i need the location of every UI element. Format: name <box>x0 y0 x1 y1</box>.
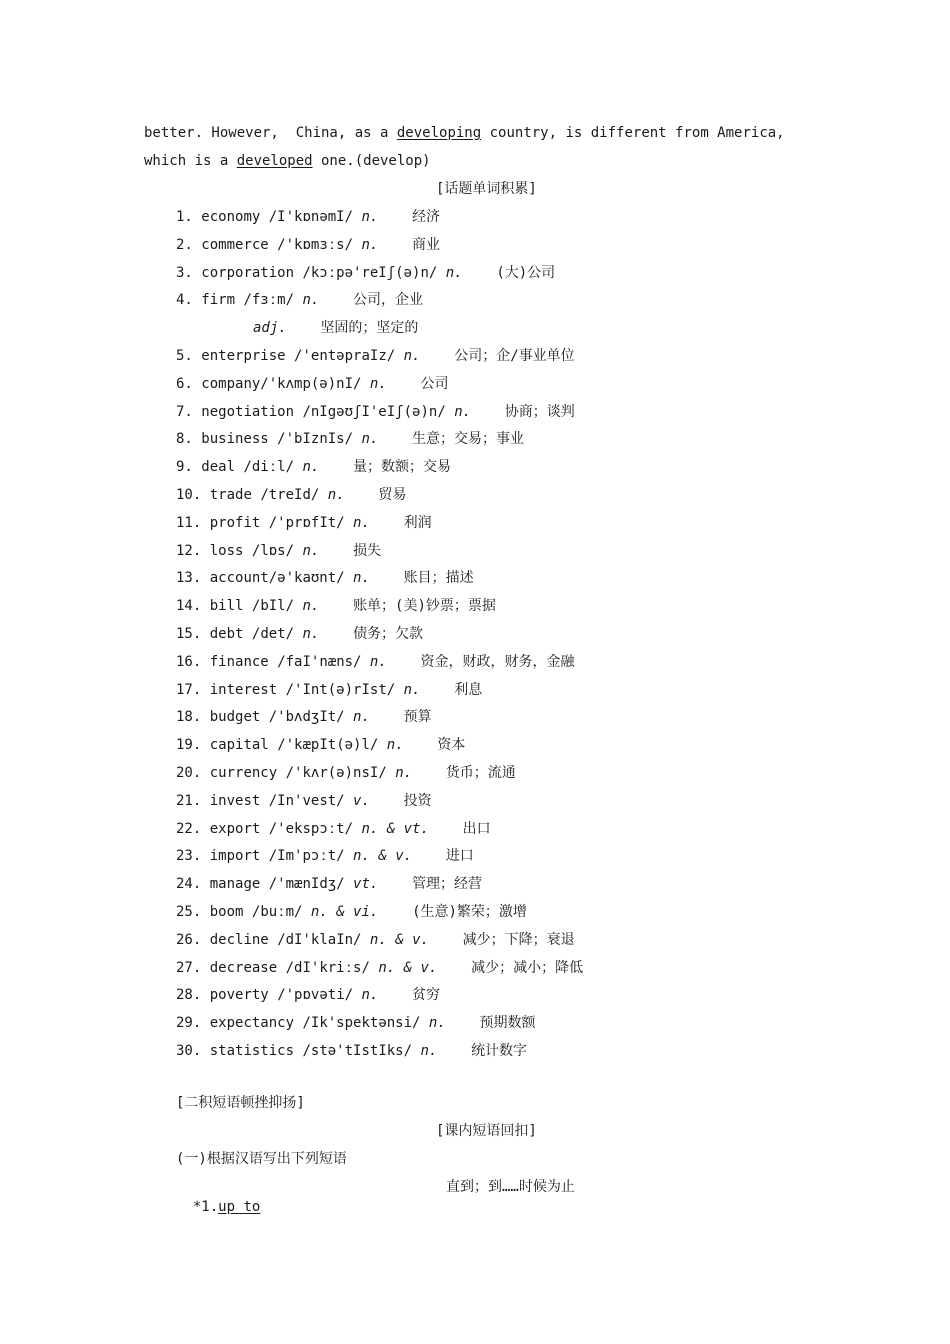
vocab-meaning: (大)公司 <box>496 265 556 281</box>
vocab-word: business <box>201 431 269 447</box>
vocab-number: 14. <box>176 598 202 614</box>
vocab-item <box>176 846 474 866</box>
answer-blank: developed <box>236 153 313 169</box>
vocab-phonetic: /treId/ <box>260 487 320 503</box>
vocab-part-of-speech: n. <box>302 459 320 475</box>
vocab-word: trade <box>209 487 252 503</box>
vocab-phonetic: /Im'pɔːt/ <box>268 848 345 864</box>
vocab-number: 19. <box>176 737 202 753</box>
vocab-meaning: (生意)繁荣；激增 <box>412 904 527 920</box>
vocab-number: 26. <box>176 932 202 948</box>
vocab-phonetic: /'pɒvəti/ <box>277 987 354 1003</box>
vocab-phonetic: /fɜːm/ <box>243 292 295 308</box>
vocab-item <box>176 680 482 700</box>
vocab-phonetic: /'entəpraIz/ <box>294 348 396 364</box>
answer-blank: developing <box>396 125 482 141</box>
vocab-part-of-speech: n. <box>445 265 463 281</box>
vocab-item <box>176 985 440 1005</box>
vocab-item <box>176 290 423 310</box>
vocab-number: 8. <box>176 431 193 447</box>
vocab-meaning: 进口 <box>445 848 474 864</box>
vocab-word: decrease <box>209 960 278 976</box>
vocab-meaning: 预期数额 <box>479 1015 536 1031</box>
vocab-item <box>253 318 418 338</box>
vocab-item <box>176 930 575 950</box>
vocab-phonetic: /kɔːpə'reIʃ(ə)n/ <box>302 265 438 281</box>
vocab-number: 5. <box>176 348 193 364</box>
vocab-word: corporation <box>201 265 295 281</box>
section-subheading-phrases: [课内短语回扣] <box>436 1123 537 1139</box>
intro-text: which is a <box>144 153 237 169</box>
section-heading-vocab: [话题单词积累] <box>436 181 537 197</box>
vocab-number: 22. <box>176 821 202 837</box>
vocab-meaning: 量；数额；交易 <box>353 459 452 475</box>
vocab-word: firm <box>201 292 236 308</box>
vocab-part-of-speech: n. <box>403 682 421 698</box>
intro-text: better. However, China, as a <box>144 125 397 141</box>
vocab-word: manage <box>209 876 261 892</box>
vocab-part-of-speech: n. <box>395 765 413 781</box>
vocab-word: statistics <box>209 1043 295 1059</box>
vocab-item <box>176 791 432 811</box>
vocab-number: 12. <box>176 543 202 559</box>
vocab-part-of-speech: vt. <box>353 876 379 892</box>
vocab-part-of-speech: n. <box>369 654 387 670</box>
vocab-word: debt <box>209 626 244 642</box>
vocab-phonetic: /'bIznIs/ <box>277 431 354 447</box>
vocab-part-of-speech: n. & vi. <box>310 904 379 920</box>
vocab-number: 11. <box>176 515 202 531</box>
vocab-word: enterprise <box>201 348 286 364</box>
vocab-word: economy <box>201 209 261 225</box>
vocab-word: boom <box>209 904 244 920</box>
vocab-part-of-speech: n. <box>302 626 320 642</box>
vocab-meaning: 货币；流通 <box>445 765 516 781</box>
vocab-number: 29. <box>176 1015 202 1031</box>
vocab-item <box>176 402 575 422</box>
vocab-phonetic: /stə'tIstIks/ <box>302 1043 413 1059</box>
vocab-meaning: 减少；下降；衰退 <box>462 932 575 948</box>
vocab-phonetic: /faI'næns/ <box>277 654 362 670</box>
vocab-word: account/ə'kaʊnt/ <box>209 570 345 586</box>
vocab-phonetic: /nIgəʊʃI'eIʃ(ə)n/ <box>302 404 446 420</box>
vocab-meaning: 贫穷 <box>412 987 441 1003</box>
vocab-phonetic: /'mænIdʒ/ <box>268 876 345 892</box>
vocab-meaning: 利息 <box>454 682 483 698</box>
vocab-part-of-speech: n. & vt. <box>361 821 429 837</box>
vocab-number: 15. <box>176 626 202 642</box>
vocab-meaning: 资金，财政，财务，金融 <box>420 654 575 670</box>
vocab-word: export <box>209 821 261 837</box>
vocab-phonetic: /diːl/ <box>243 459 295 475</box>
vocab-meaning: 债务；欠款 <box>353 626 424 642</box>
vocab-part-of-speech: n. & v. <box>353 848 413 864</box>
vocab-number: 25. <box>176 904 202 920</box>
vocab-item <box>176 763 516 783</box>
vocab-number: 4. <box>176 292 193 308</box>
vocab-number: 7. <box>176 404 193 420</box>
vocab-part-of-speech: n. <box>420 1043 438 1059</box>
vocab-item <box>176 819 491 839</box>
vocab-word: capital <box>209 737 269 753</box>
vocab-item <box>176 624 423 644</box>
vocab-meaning: 公司 <box>420 376 449 392</box>
vocab-phonetic: /'kɒmɜːs/ <box>277 237 354 253</box>
vocab-word: commerce <box>201 237 269 253</box>
vocab-number: 9. <box>176 459 193 475</box>
vocab-word: interest <box>209 682 278 698</box>
vocab-item <box>176 902 527 922</box>
vocab-number: 30. <box>176 1043 202 1059</box>
vocab-item <box>176 596 496 616</box>
vocab-part-of-speech: n. <box>403 348 421 364</box>
vocab-item <box>176 263 555 283</box>
section-heading-phrases: [二积短语顿挫抑扬] <box>176 1095 305 1111</box>
vocab-part-of-speech: n. <box>302 292 320 308</box>
vocab-number: 21. <box>176 793 202 809</box>
vocab-word: import <box>209 848 261 864</box>
phrase-meaning: 直到；到……时候为止 <box>446 1179 575 1195</box>
vocab-phonetic: /bIl/ <box>251 598 295 614</box>
vocab-item <box>176 652 575 672</box>
vocab-part-of-speech: v. <box>353 793 370 809</box>
vocab-part-of-speech: n. <box>361 209 379 225</box>
vocab-phonetic: /det/ <box>251 626 295 642</box>
vocab-part-of-speech: n. <box>327 487 345 503</box>
vocab-part-of-speech: n. <box>428 1015 446 1031</box>
vocab-number: 16. <box>176 654 202 670</box>
vocab-meaning: 贸易 <box>378 487 407 503</box>
intro-text: one.(develop) <box>312 153 431 169</box>
vocab-meaning: 生意；交易；事业 <box>412 431 525 447</box>
vocab-part-of-speech: n. <box>454 404 472 420</box>
vocab-word: decline <box>209 932 269 948</box>
vocab-item <box>176 513 432 533</box>
vocab-phonetic: /'kæpIt(ə)l/ <box>277 737 379 753</box>
vocab-meaning: 账目；描述 <box>403 570 474 586</box>
vocab-phonetic: /In'vest/ <box>268 793 345 809</box>
vocab-item <box>176 958 583 978</box>
phrase-instruction: (一)根据汉语写出下列短语 <box>176 1151 347 1167</box>
vocab-part-of-speech: n. & v. <box>369 932 429 948</box>
vocab-word: company/'kʌmp(ə)nI/ <box>201 376 362 392</box>
vocab-word: negotiation <box>201 404 295 420</box>
phrase-number: *1. <box>192 1199 219 1215</box>
vocab-meaning: 商业 <box>412 237 441 253</box>
vocab-word: profit <box>209 515 261 531</box>
vocab-phonetic: /'prɒfIt/ <box>268 515 345 531</box>
vocab-meaning: 统计数字 <box>471 1043 528 1059</box>
vocab-part-of-speech: n. <box>361 987 379 1003</box>
vocab-word: finance <box>209 654 269 670</box>
intro-line-2 <box>144 151 431 171</box>
vocab-word: poverty <box>209 987 269 1003</box>
vocab-number: 27. <box>176 960 202 976</box>
vocab-number: 20. <box>176 765 202 781</box>
vocab-meaning: 预算 <box>403 709 432 725</box>
vocab-number: 28. <box>176 987 202 1003</box>
vocab-meaning: 经济 <box>412 209 441 225</box>
vocab-item <box>176 568 474 588</box>
vocab-phonetic: /I'kɒnəmI/ <box>268 209 354 225</box>
vocab-phonetic: /lɒs/ <box>251 543 295 559</box>
vocab-phonetic: /'bʌdʒIt/ <box>268 709 345 725</box>
vocab-meaning: 投资 <box>403 793 432 809</box>
vocab-number: 2. <box>176 237 193 253</box>
vocab-meaning: 出口 <box>462 821 491 837</box>
vocab-phonetic: /Ik'spektənsi/ <box>302 1015 421 1031</box>
vocab-part-of-speech: n. <box>353 709 370 725</box>
vocab-word: deal <box>201 459 236 475</box>
vocab-meaning: 账单；(美)钞票；票据 <box>353 598 496 614</box>
vocab-item <box>176 485 406 505</box>
vocab-item <box>176 457 451 477</box>
vocab-item <box>176 207 440 227</box>
vocab-meaning: 减少；减小；降低 <box>471 960 584 976</box>
phrase-answer: up to <box>218 1199 261 1215</box>
intro-text: country, is different from America, <box>481 125 785 141</box>
vocab-number: 18. <box>176 709 202 725</box>
vocab-meaning: 公司，企业 <box>353 292 424 308</box>
vocab-item <box>176 874 482 894</box>
vocab-part-of-speech: n. <box>302 598 320 614</box>
vocab-number: 13. <box>176 570 202 586</box>
vocab-item <box>176 541 381 561</box>
vocab-meaning: 管理；经营 <box>412 876 483 892</box>
vocab-item <box>176 235 440 255</box>
vocab-word: expectancy <box>209 1015 295 1031</box>
vocab-item <box>176 1041 527 1061</box>
vocab-word: loss <box>209 543 244 559</box>
vocab-part-of-speech: n. <box>386 737 404 753</box>
vocab-item <box>176 346 575 366</box>
vocab-number: 3. <box>176 265 193 281</box>
vocab-item <box>176 374 448 394</box>
intro-line-1 <box>144 123 785 143</box>
vocab-meaning: 利润 <box>403 515 432 531</box>
vocab-part-of-speech: adj. <box>253 320 287 336</box>
vocab-word: invest <box>209 793 261 809</box>
vocab-part-of-speech: n. <box>369 376 387 392</box>
vocab-part-of-speech: n. <box>353 515 370 531</box>
vocab-word: budget <box>209 709 261 725</box>
vocab-phonetic: /buːm/ <box>251 904 303 920</box>
vocab-phonetic: /'Int(ə)rIst/ <box>285 682 396 698</box>
vocab-phonetic: /dI'klaIn/ <box>277 932 362 948</box>
vocab-number: 24. <box>176 876 202 892</box>
vocab-part-of-speech: n. <box>302 543 320 559</box>
vocab-meaning: 资本 <box>437 737 466 753</box>
vocab-number: 10. <box>176 487 202 503</box>
vocab-word: currency <box>209 765 278 781</box>
vocab-item <box>176 1013 536 1033</box>
vocab-phonetic: /'kʌr(ə)nsI/ <box>285 765 387 781</box>
vocab-meaning: 损失 <box>353 543 382 559</box>
vocab-part-of-speech: n. & v. <box>378 960 438 976</box>
vocab-meaning: 公司；企/事业单位 <box>454 348 575 364</box>
vocab-part-of-speech: n. <box>361 237 379 253</box>
vocab-number: 23. <box>176 848 202 864</box>
vocab-part-of-speech: n. <box>361 431 379 447</box>
vocab-item <box>176 429 524 449</box>
vocab-part-of-speech: n. <box>353 570 370 586</box>
vocab-word: bill <box>209 598 244 614</box>
vocab-phonetic: /dI'kriːs/ <box>285 960 370 976</box>
vocab-item <box>176 735 465 755</box>
vocab-phonetic: /'ekspɔːt/ <box>268 821 354 837</box>
vocab-meaning: 协商；谈判 <box>504 404 575 420</box>
vocab-number: 6. <box>176 376 193 392</box>
vocab-meaning: 坚固的；坚定的 <box>320 320 419 336</box>
phrase-item <box>176 1177 260 1217</box>
vocab-number: 17. <box>176 682 202 698</box>
vocab-number: 1. <box>176 209 193 225</box>
vocab-item <box>176 707 432 727</box>
